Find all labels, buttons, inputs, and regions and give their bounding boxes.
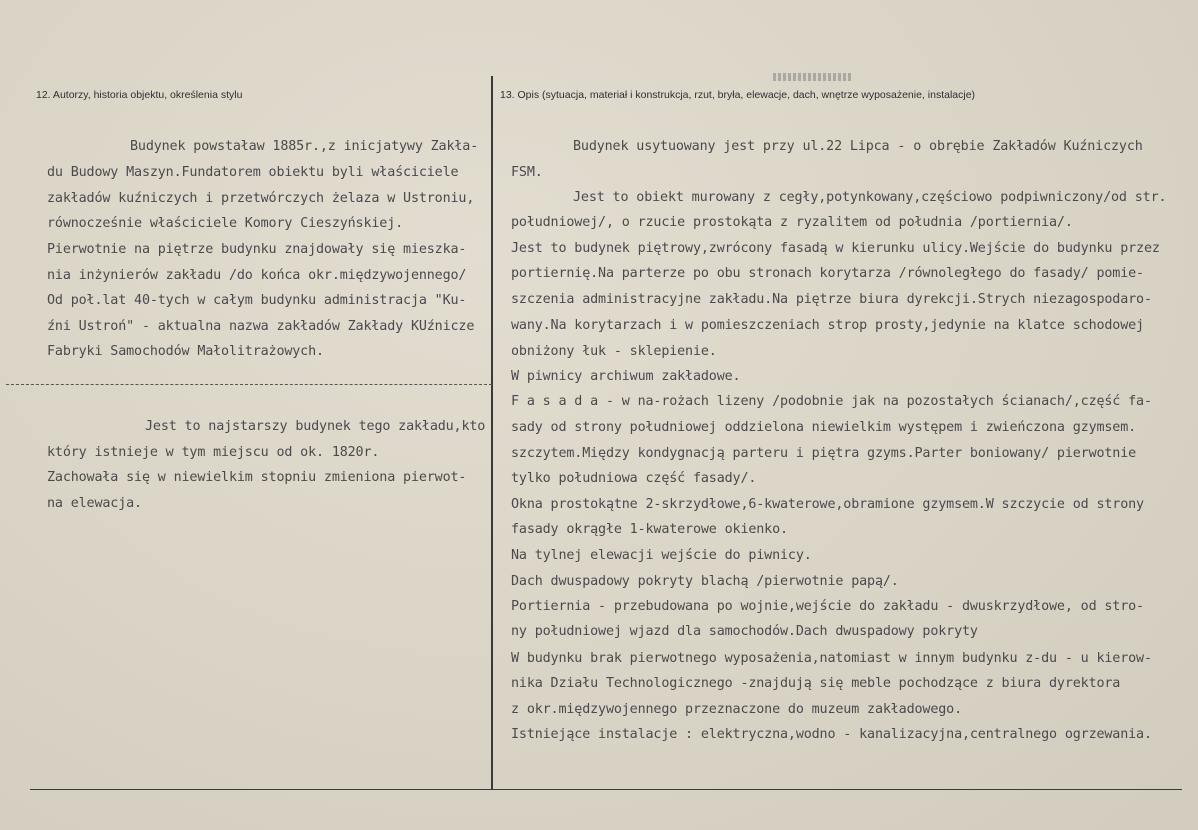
- bottom-rule: [30, 789, 1182, 790]
- right-line-19: Portiernia - przebudowana po wojnie,wejście do zakładu - dwuskrzydłowe, od stro-: [511, 599, 1144, 614]
- left-a-line-3: zakładów kuźniczych i przetwórczych żelaza w Ustroniu,: [47, 191, 475, 206]
- section-13-header: 13. Opis (sytuacja, materiał i konstrukcja, rzut, bryła, elewacje, dach, wnętrze wyposażenie, instalacje): [500, 89, 976, 101]
- ink-smudge: [773, 73, 851, 81]
- right-line-20: ny południowej wjazd dla samochodów.Dach dwuspadowy pokryty: [511, 624, 978, 639]
- left-a-line-2: du Budowy Maszyn.Fundatorem obiektu byli właściciele: [47, 165, 459, 180]
- right-line-17: Na tylnej elewacji wejście do piwnicy.: [511, 548, 812, 563]
- right-line-2: FSM.: [511, 165, 543, 180]
- right-line-24: Istniejące instalacje : elektryczna,wodno - kanalizacyjna,centralnego ogrzewania.: [511, 727, 1152, 742]
- right-line-3: Jest to obiekt murowany z cegły,potynkowany,częściowo podpiwniczony/od str.: [573, 190, 1167, 205]
- left-a-line-6: nia inżynierów zakładu /do końca okr.międzywojennego/: [47, 268, 467, 283]
- right-line-4: południowej/, o rzucie prostokąta z ryzalitem od południa /portiernia/.: [511, 215, 1073, 230]
- left-a-line-4: równocześnie właściciele Komory Cieszyńskiej.: [47, 216, 404, 231]
- left-a-line-1: Budynek powstaław 1885r.,z inicjatywy Zakła-: [130, 139, 479, 154]
- right-line-15: Okna prostokątne 2-skrzydłowe,6-kwaterowe,obramione gzymsem.W szczycie od strony: [511, 497, 1144, 512]
- right-line-11: F a s a d a - w na-rożach lizeny /podobnie jak na pozostałych ścianach/,część fa-: [511, 394, 1152, 409]
- left-a-line-7: Od poł.lat 40-tych w całym budynku administracja "Ku-: [47, 293, 467, 308]
- left-b-line-3: Zachowała się w niewielkim stopniu zmieniona pierwot-: [47, 470, 467, 485]
- right-line-7: szczenia administracyjne zakładu.Na piętrze biura dyrekcji.Strych niezagospodaro-: [511, 292, 1152, 307]
- dashed-separator: [6, 384, 492, 385]
- right-line-22: nika Działu Technologicznego -znajdują się meble pochodzące z biura dyrektora: [511, 676, 1121, 691]
- right-line-16: fasady okrągłe 1-kwaterowe okienko.: [511, 522, 788, 537]
- right-line-23: z okr.międzywojennego przeznaczone do muzeum zakładowego.: [511, 702, 962, 717]
- right-line-14: tylko południowa część fasady/.: [511, 471, 757, 486]
- section-12-header: 12. Autorzy, historia objektu, określenia stylu: [36, 89, 243, 101]
- right-line-6: portiernię.Na parterze po obu stronach korytarza /równoległego do fasady/ pomie-: [511, 266, 1144, 281]
- left-b-line-1: Jest to najstarszy budynek tego zakładu,kto: [145, 419, 486, 434]
- column-divider: [491, 76, 493, 789]
- right-line-13: szczytem.Między kondygnacją parteru i piętra gzyms.Parter boniowany/ pierwotnie: [511, 446, 1137, 461]
- right-line-12: sady od strony południowej oddzielona niewielkim występem i zwieńczona gzymsem.: [511, 420, 1137, 435]
- right-line-8: wany.Na korytarzach i w pomieszczeniach strop prosty,jedynie na klatce schodowej: [511, 318, 1144, 333]
- right-line-1: Budynek usytuowany jest przy ul.22 Lipca - o obrębie Zakładów Kuźniczych: [573, 139, 1143, 154]
- right-line-18: Dach dwuspadowy pokryty blachą /pierwotnie papą/.: [511, 574, 899, 589]
- right-line-5: Jest to budynek piętrowy,zwrócony fasadą w kierunku ulicy.Wejście do budynku przez: [511, 241, 1160, 256]
- left-a-line-5: Pierwotnie na piętrze budynku znajdowały się mieszka-: [47, 242, 467, 257]
- left-a-line-8: źni Ustroń" - aktualna nazwa zakładów Zakłady KUźnicze: [47, 319, 475, 334]
- left-a-line-9: Fabryki Samochodów Małolitrażowych.: [47, 344, 324, 359]
- left-b-line-4: na elewacja.: [47, 496, 142, 511]
- right-line-10: W piwnicy archiwum zakładowe.: [511, 369, 741, 384]
- left-b-line-2: który istnieje w tym miejscu od ok. 1820r.: [47, 445, 380, 460]
- right-line-9: obniżony łuk - sklepienie.: [511, 344, 717, 359]
- right-line-21: W budynku brak pierwotnego wyposażenia,natomiast w innym budynku z-du - u kierow-: [511, 651, 1152, 666]
